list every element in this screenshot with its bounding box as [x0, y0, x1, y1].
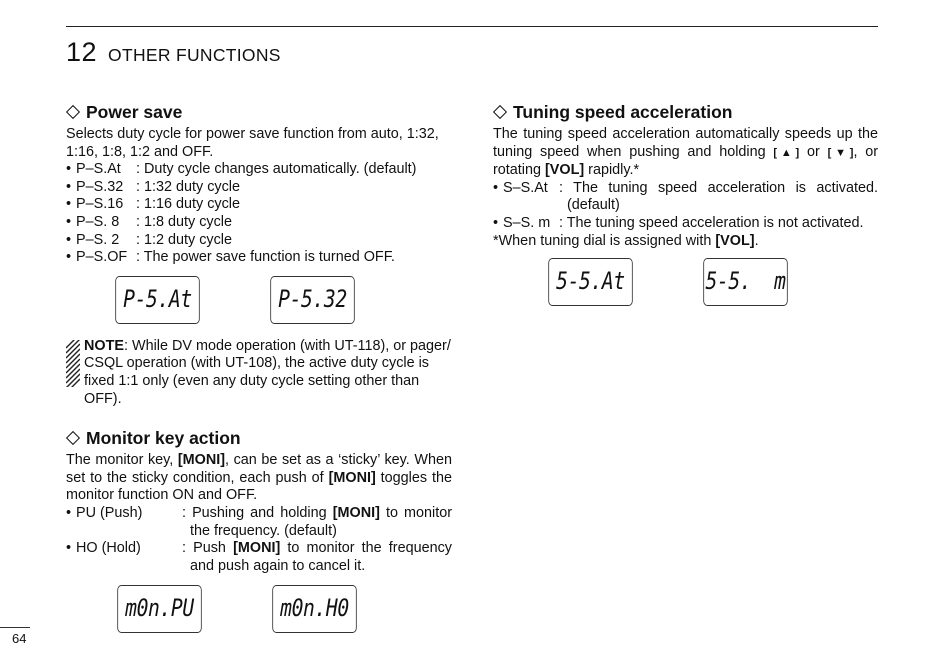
diamond-icon [493, 105, 507, 119]
diamond-icon [66, 105, 80, 119]
chapter-number: 12 [66, 37, 98, 67]
lcd-display: P-5.32 [270, 276, 354, 324]
list-item: • P–S.32 : 1:32 duty cycle [66, 178, 240, 195]
tuning-title: Tuning speed acceleration [513, 102, 733, 122]
right-column [493, 102, 878, 306]
list-item: • HO (Hold) : Push [MONI] to monitor the frequency and push again to cancel it. [66, 540, 453, 574]
note-body: : While DV mode operation (with UT-118), or pager/ CSQL operation (with UT-108), the active duty cycle is fixed 1:1 only (even any duty cycle setting other than OFF). [84, 337, 451, 407]
chapter-title: OTHER FUNCTIONS [108, 45, 281, 65]
lcd-display: 5-5.At [548, 258, 632, 306]
list-item: • PU (Push) : Pushing and holding [MONI] to monitor the frequency. (default) [66, 504, 453, 539]
diamond-icon [66, 431, 80, 445]
tuning-footnote: *When tuning dial is assigned with [VOL]. [493, 232, 759, 249]
section-heading [493, 102, 878, 122]
monitor-key-title: Monitor key action [86, 428, 241, 449]
page-number-rule [0, 627, 30, 628]
list-item: • P–S. 8 : 1:8 duty cycle [66, 213, 232, 230]
lcd-display: 5-5. m [703, 258, 787, 306]
monitor-key-intro: The monitor key, [MONI], can be set as a ‘sticky’ key. When set to the sticky condition, each push of [MONI] toggles the monitor function ON and OFF. [66, 452, 453, 504]
display-examples [539, 258, 878, 306]
lcd-display: m0n.H0 [272, 585, 356, 633]
note-icon [66, 340, 80, 387]
lcd-display: P-5.At [115, 276, 199, 324]
tuning-speed-section [493, 102, 878, 306]
list-item: • P–S.16 : 1:16 duty cycle [66, 196, 240, 213]
power-save-intro: Selects duty cycle for power save function from auto, 1:32, 1:16, 1:8, 1:2 and OFF. [66, 126, 439, 160]
note-text [84, 338, 452, 408]
note-label: NOTE [84, 337, 124, 354]
lcd-display: m0n.PU [117, 585, 201, 633]
display-examples [106, 276, 452, 324]
section-heading [66, 428, 452, 448]
list-item: • S–S. m : The tuning speed acceleration is not activated. [493, 214, 864, 231]
list-item: • P–S. 2 : 1:2 duty cycle [66, 231, 232, 248]
list-item: • P–S.OF : The power save function is turned OFF. [66, 249, 395, 266]
list-item: • S–S.At : The tuning speed acceleration is activated. (default) [493, 179, 878, 214]
display-examples [108, 585, 452, 633]
power-save-title: Power save [86, 102, 183, 122]
section-heading [66, 102, 452, 122]
page-number: 64 [12, 631, 27, 646]
list-item: • P–S.At : Duty cycle changes automatically. (default) [66, 161, 417, 178]
monitor-key-section [66, 428, 452, 633]
chapter-heading [66, 37, 281, 68]
power-save-section [66, 102, 452, 324]
tuning-intro: The tuning speed acceleration automatically speeds up the tuning speed when pushing and holding [▲] or [▼], or rotating [VOL] rapidly.* [493, 126, 879, 179]
top-rule [66, 26, 878, 27]
left-column [66, 102, 452, 633]
note-box [66, 338, 452, 408]
